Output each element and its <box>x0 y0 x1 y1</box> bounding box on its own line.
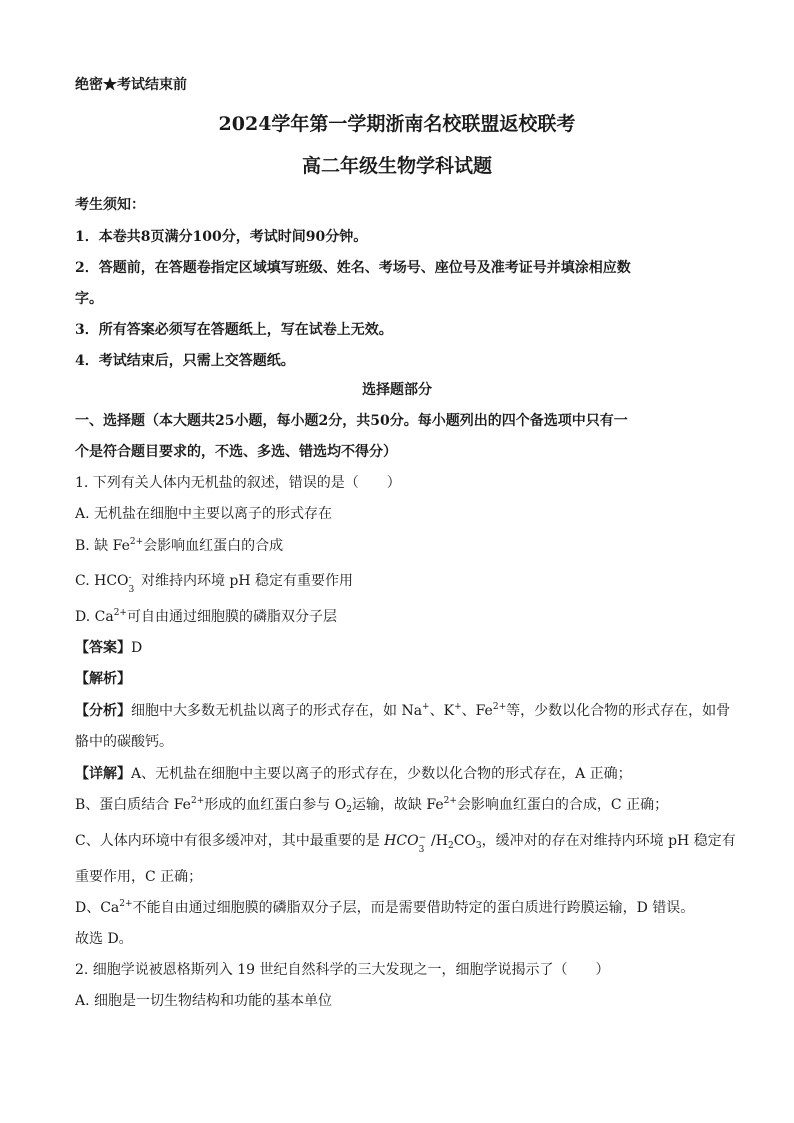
q1-option-d <box>75 607 337 629</box>
confidential-label: 绝密★考试结束前 <box>75 77 187 93</box>
text: 、K <box>429 703 455 719</box>
q1-option-b <box>75 536 283 558</box>
notice-item-2: 2．答题前，在答题卷指定区域填写班级、姓名、考场号、座位号及准考证号并填涂相应数 <box>75 260 631 276</box>
sub-superscript <box>128 573 137 595</box>
q1-fenxi-cont: 骼中的碳酸钙。 <box>75 734 173 750</box>
superscript: 2+ <box>119 899 133 909</box>
superscript: 2+ <box>492 702 507 712</box>
text: B、蛋白质结合 Fe <box>75 797 191 813</box>
text: CO <box>453 833 476 849</box>
text: D、Ca <box>75 900 120 916</box>
text: 会影响血红蛋白的合成，C 正确； <box>456 797 669 813</box>
q1-conclusion: 故选 D。 <box>75 931 133 947</box>
q1-xiangjie-d <box>75 898 694 920</box>
answer-label: 【答案】 <box>75 640 131 656</box>
q2-stem: 2. 细胞学说被恩格斯列入 19 世纪自然科学的三大发现之一，细胞学说揭示了（ ） <box>75 962 610 978</box>
text: 等，少数以化合物的形式存在，如骨 <box>506 703 731 719</box>
subscript: 2 <box>447 841 454 851</box>
q1-xiangjie-c-cont: 重要作用，C 正确； <box>75 869 203 885</box>
text: 不能自由通过细胞膜的磷脂双分子层，而是需要借助特定的蛋白质进行跨膜运输，D 错误。 <box>132 900 695 916</box>
exam-subtitle: 高二年级生物学科试题 <box>301 155 492 177</box>
text: B. 缺 Fe <box>75 538 130 554</box>
q1-xiangjie-c <box>75 831 736 853</box>
text: C. HCO <box>75 573 129 589</box>
superscript: - <box>128 573 132 583</box>
text: C、人体内环境中有很多缓冲对，其中最重要的是 <box>75 833 385 849</box>
text: 运输，故缺 Fe <box>351 797 444 813</box>
superscript: 2+ <box>129 537 144 547</box>
subscript: 3 <box>418 845 425 855</box>
q1-xiangjie-a <box>75 764 632 784</box>
q2-option-a: A. 细胞是一切生物结构和功能的基本单位 <box>75 993 333 1009</box>
superscript: 2+ <box>113 608 127 618</box>
exam-title: 2024学年第一学期浙南名校联盟返校联考 <box>218 113 576 135</box>
text: D. Ca <box>75 609 114 625</box>
notice-heading: 考生须知： <box>75 197 145 213</box>
q1-analysis-label: 【解析】 <box>75 671 131 687</box>
text: 可自由通过细胞膜的磷脂双分子层 <box>126 609 337 625</box>
q1-fenxi <box>75 701 730 723</box>
subscript: 3 <box>475 841 482 851</box>
subscript: 2 <box>346 805 352 815</box>
superscript: − <box>418 833 427 843</box>
text: 形成的血红蛋白参与 O <box>204 797 347 813</box>
subscript: 3 <box>128 585 135 595</box>
text: /H <box>426 833 448 849</box>
text: A、无机盐在细胞中主要以离子的形式存在，少数以化合物的形式存在，A 正确； <box>131 766 632 782</box>
sub-superscript <box>418 833 427 855</box>
superscript: 2+ <box>190 796 205 806</box>
superscript: + <box>422 702 430 712</box>
fenxi-label: 【分析】 <box>75 703 131 719</box>
superscript: 2+ <box>443 796 457 806</box>
notice-item-2-cont: 字。 <box>75 291 103 307</box>
superscript: + <box>454 702 462 712</box>
xiangjie-label: 【详解】 <box>75 766 131 782</box>
answer-value: D <box>131 640 143 656</box>
notice-item-1: 1．本卷共8页满分100分，考试时间90分钟。 <box>75 229 368 245</box>
text: 会影响血红蛋白的合成 <box>143 538 284 554</box>
q1-xiangjie-b <box>75 795 668 817</box>
text: 、Fe <box>461 703 493 719</box>
q1-option-a: A. 无机盐在细胞中主要以离子的形式存在 <box>75 506 333 522</box>
notice-item-3: 3．所有答案必须写在答题纸上，写在试卷上无效。 <box>75 322 393 338</box>
section-part-title: 选择题部分 <box>362 382 432 398</box>
q1-option-c <box>75 571 354 595</box>
q1-stem: 1. 下列有关人体内无机盐的叙述，错误的是（ ） <box>75 475 401 491</box>
text: 对维持内环境 pH 稳定有重要作用 <box>136 573 354 589</box>
text: ，缓冲对的存在对维持内环境 pH 稳定有 <box>481 833 736 849</box>
q1-answer <box>75 638 142 658</box>
section-intro: 一、选择题（本大题共25小题，每小题2分，共50分。每小题列出的四个备选项中只有一 <box>75 413 628 429</box>
text: 细胞中大多数无机盐以离子的形式存在，如 Na <box>131 703 423 719</box>
section-intro-cont: 个是符合题目要求的，不选、多选、错选均不得分） <box>75 444 397 460</box>
formula-italic: HCO <box>384 833 419 849</box>
notice-item-4: 4．考试结束后，只需上交答题纸。 <box>75 353 295 369</box>
